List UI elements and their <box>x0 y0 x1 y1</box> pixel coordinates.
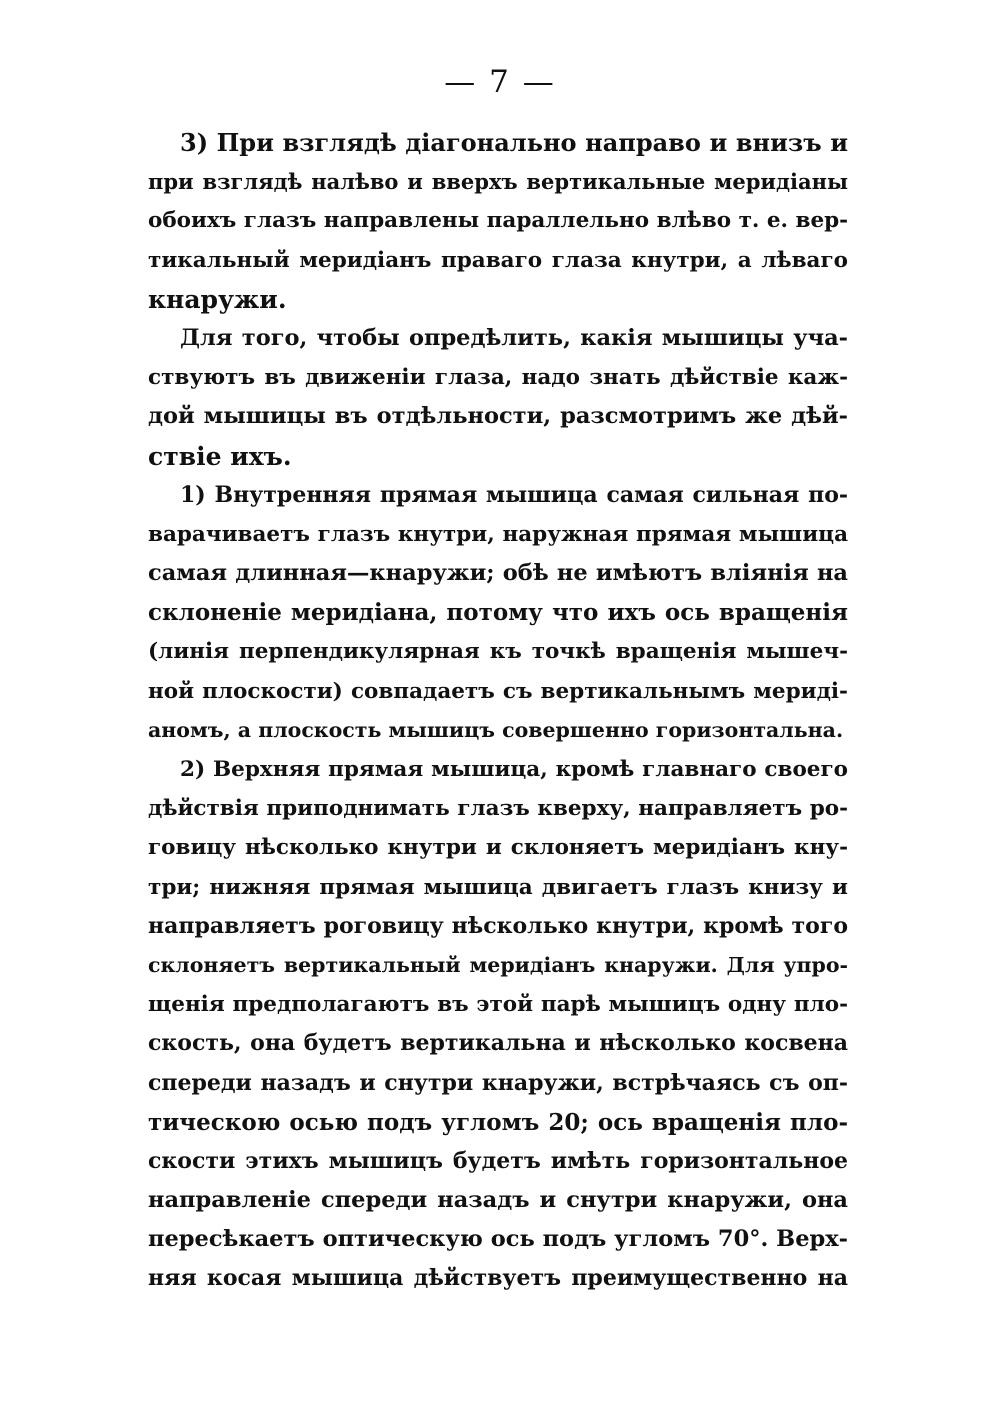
text-line: Для того, чтобы опредѣлить, какія мышицы уча- <box>180 324 848 351</box>
text-line: тическою осью подъ угломъ 20; ось вращенія пло- <box>148 1108 848 1136</box>
text-line: говицу нѣсколько кнутри и склоняетъ меридіанъ кну- <box>148 835 848 861</box>
paragraph-1 <box>148 123 848 319</box>
text-line: пересѣкаетъ оптическую ось подъ угломъ 70°. Верх- <box>148 1226 848 1253</box>
page-number: — 7 — <box>444 64 556 100</box>
text-line: варачиваетъ глазъ кнутри, наружная прямая мышица <box>148 521 848 547</box>
text-line: 2) Верхняя прямая мышица, кромѣ главнаго своего <box>180 757 848 782</box>
page-body <box>148 123 848 1299</box>
text-line: при взглядѣ налѣво и вверхъ вертикальные меридіаны <box>148 169 848 195</box>
paragraph-3 <box>148 476 848 750</box>
paragraph-4 <box>148 750 848 1299</box>
text-line: склоняетъ вертикальный меридіанъ кнаружи. Для упро- <box>148 952 848 977</box>
text-line: (линія перпендикулярная къ точкѣ вращенія мышеч- <box>148 639 848 665</box>
text-line: ной плоскости) совпадаетъ съ вертикальнымъ меридi- <box>148 678 848 704</box>
text-line: няя косая мышица дѣйствуетъ преимущественно на <box>148 1265 848 1292</box>
text-line: ствіе ихъ. <box>148 441 292 471</box>
text-line: щенія предполагаютъ въ этой парѣ мышицъ одну пло- <box>148 992 848 1018</box>
text-line: дой мышицы въ отдѣльности, разсмотримъ же дѣй- <box>148 403 848 430</box>
text-line: 3) При взглядѣ діагонально направо и внизъ и <box>180 128 848 157</box>
text-line: направляетъ роговицу нѣсколько кнутри, кромѣ того <box>148 912 848 939</box>
text-line: самая длинная—кнаружи; обѣ не имѣютъ вліянія на <box>148 560 848 587</box>
text-line: три; нижняя прямая мышица двигаетъ глазъ книзу и <box>148 874 848 900</box>
text-line: скость, она будетъ вертикальна и нѣсколько косвена <box>148 1030 848 1057</box>
text-line: обоихъ глазъ направлены параллельно влѣво т. е. вер- <box>148 208 849 234</box>
text-line: кнаружи. <box>148 284 287 314</box>
text-line: аномъ, а плоскость мышицъ совершенно горизонтальна. <box>148 717 844 742</box>
text-line: ствуютъ въ движеніи глаза, надо знать дѣйствіе каж- <box>148 365 848 391</box>
text-line: дѣйствія приподнимать глазъ кверху, направляетъ ро- <box>148 796 848 822</box>
text-line: спереди назадъ и снутри кнаружи, встрѣчаясь съ оп- <box>148 1069 848 1096</box>
text-line: 1) Внутренняя прямая мышица самая сильная по- <box>180 481 848 508</box>
text-line: тикальный меридіанъ праваго глаза кнутри, а лѣваго <box>148 247 848 273</box>
text-line: направленіе спереди назадъ и снутри кнаружи, она <box>148 1187 848 1214</box>
text-line: скости этихъ мышицъ будетъ имѣть горизонтальное <box>148 1147 848 1174</box>
paragraph-2 <box>148 319 848 476</box>
text-line: склоненіе меридіана, потому что ихъ ось вращенія <box>148 599 848 627</box>
